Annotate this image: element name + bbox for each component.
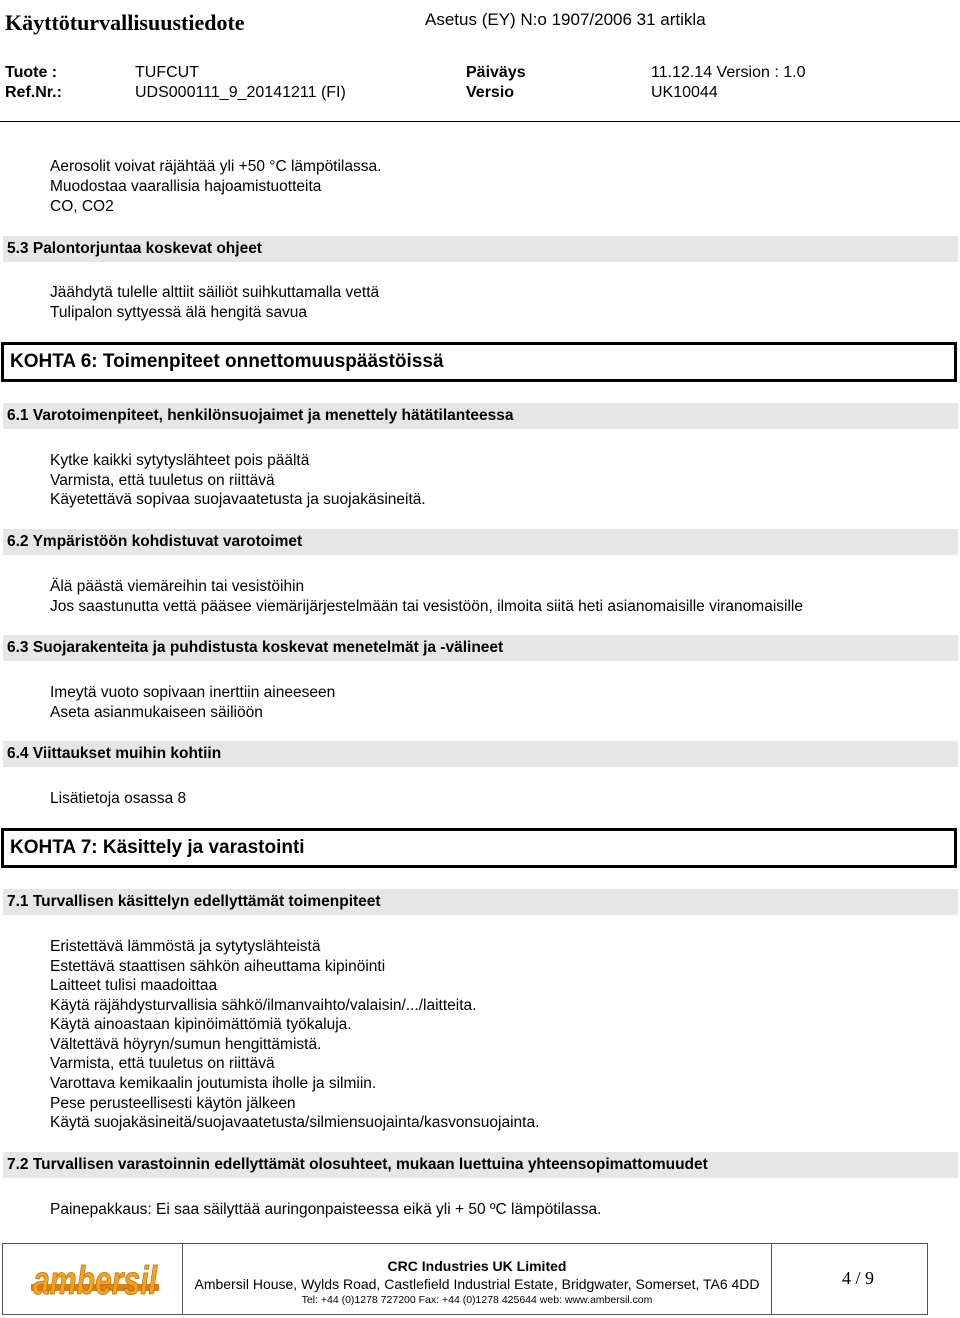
document-title: Käyttöturvallisuustiedote: [5, 10, 245, 35]
footer-company: CRC Industries UK Limited: [387, 1258, 567, 1274]
text-line: Imeytä vuoto sopivaan inerttiin aineeseen: [50, 684, 336, 701]
text-line: Eristettävä lämmöstä ja sytytyslähteistä: [50, 938, 321, 955]
subsection-heading-7-1: 7.1 Turvallisen käsittelyn edellyttämät toimenpiteet: [3, 889, 958, 915]
ref-label: Ref.Nr.:: [5, 84, 62, 101]
text-line: Muodostaa vaarallisia hajoamistuotteita: [50, 178, 322, 195]
text-line: Pese perusteellisesti käytön jälkeen: [50, 1095, 296, 1112]
text-line: Älä päästä viemäreihin tai vesistöihin: [50, 578, 305, 595]
regulation-reference: Asetus (EY) N:o 1907/2006 31 artikla: [425, 10, 706, 29]
text-line: Vältettävä höyryn/sumun hengittämistä.: [50, 1036, 322, 1053]
section-heading-7: KOHTA 7: Käsittely ja varastointi: [1, 828, 957, 868]
footer-logo-cell: [3, 1244, 183, 1314]
section-heading-6: KOHTA 6: Toimenpiteet onnettomuuspäästöissä: [1, 342, 957, 382]
subsection-heading-5-3: 5.3 Palontorjuntaa koskevat ohjeet: [3, 236, 958, 262]
product-value: TUFCUT: [135, 64, 199, 81]
text-line: Käytä suojakäsineitä/suojavaatetusta/silmiensuojainta/kasvonsuojainta.: [50, 1114, 540, 1131]
ambersil-logo: [3, 1244, 181, 1312]
header-rule: [0, 121, 960, 122]
footer-contact: Tel: +44 (0)1278 727200 Fax: +44 (0)1278 425644 web: www.ambersil.com: [301, 1294, 653, 1306]
date-label: Päiväys: [466, 64, 526, 81]
text-line: Kytke kaikki sytytyslähteet pois päältä: [50, 452, 310, 469]
text-line: Painepakkaus: Ei saa säilyttää auringonpaisteessa eikä yli + 50 ºC lämpötilassa.: [50, 1201, 602, 1218]
text-line: Varmista, että tuuletus on riittävä: [50, 472, 275, 489]
text-line: Tulipalon syttyessä älä hengitä savua: [50, 304, 308, 321]
subsection-heading-6-4: 6.4 Viittaukset muihin kohtiin: [3, 741, 958, 767]
text-line: Estettävä staattisen sähkön aiheuttama kipinöinti: [50, 958, 386, 975]
page-number: 4 / 9: [842, 1268, 875, 1288]
text-line: Aerosolit voivat räjähtää yli +50 °C lämpötilassa.: [50, 158, 382, 175]
date-value: 11.12.14 Version : 1.0: [651, 64, 806, 81]
text-line: Laitteet tulisi maadoittaa: [50, 977, 218, 994]
subsection-heading-6-1: 6.1 Varotoimenpiteet, henkilönsuojaimet ja menettely hätätilanteessa: [3, 403, 958, 429]
product-label: Tuote :: [5, 64, 58, 81]
footer-company-cell: [183, 1244, 771, 1314]
subsection-heading-6-3: 6.3 Suojarakenteita ja puhdistusta koskevat menetelmät ja -välineet: [3, 635, 958, 661]
text-line: Varmista, että tuuletus on riittävä: [50, 1055, 275, 1072]
text-line: Lisätietoja osassa 8: [50, 790, 187, 807]
logo-wordmark: ambersil: [33, 1259, 158, 1303]
subsection-heading-7-2: 7.2 Turvallisen varastoinnin edellyttämät olosuhteet, mukaan luettuina yhteensopimattomuudet: [3, 1152, 958, 1178]
footer-page-cell: [771, 1244, 927, 1314]
text-line: Käytä räjähdysturvallisia sähkö/ilmanvaihto/valaisin/.../laitteita.: [50, 997, 477, 1014]
page-footer: [2, 1243, 928, 1315]
version-value: UK10044: [651, 84, 718, 101]
text-line: Aseta asianmukaiseen säiliöön: [50, 704, 263, 721]
text-line: CO, CO2: [50, 198, 114, 215]
text-line: Varottava kemikaalin joutumista iholle ja silmiin.: [50, 1075, 377, 1092]
footer-address: Ambersil House, Wylds Road, Castlefield Industrial Estate, Bridgwater, Somerset, TA6 4DD: [194, 1276, 760, 1292]
text-line: Käytä ainoastaan kipinöimättömiä työkaluja.: [50, 1016, 352, 1033]
version-label: Versio: [466, 84, 515, 101]
text-line: Käyetettävä sopivaa suojavaatetusta ja suojakäsineitä.: [50, 491, 426, 508]
text-line: Jäähdytä tulelle alttiit säiliöt suihkuttamalla vettä: [50, 284, 380, 301]
text-line: Jos saastunutta vettä pääsee viemärijärjestelmään tai vesistöön, ilmoita siitä heti asianomaisille viranomaisille: [50, 598, 803, 615]
ref-value: UDS000111_9_20141211 (FI): [135, 84, 346, 101]
subsection-heading-6-2: 6.2 Ympäristöön kohdistuvat varotoimet: [3, 529, 958, 555]
